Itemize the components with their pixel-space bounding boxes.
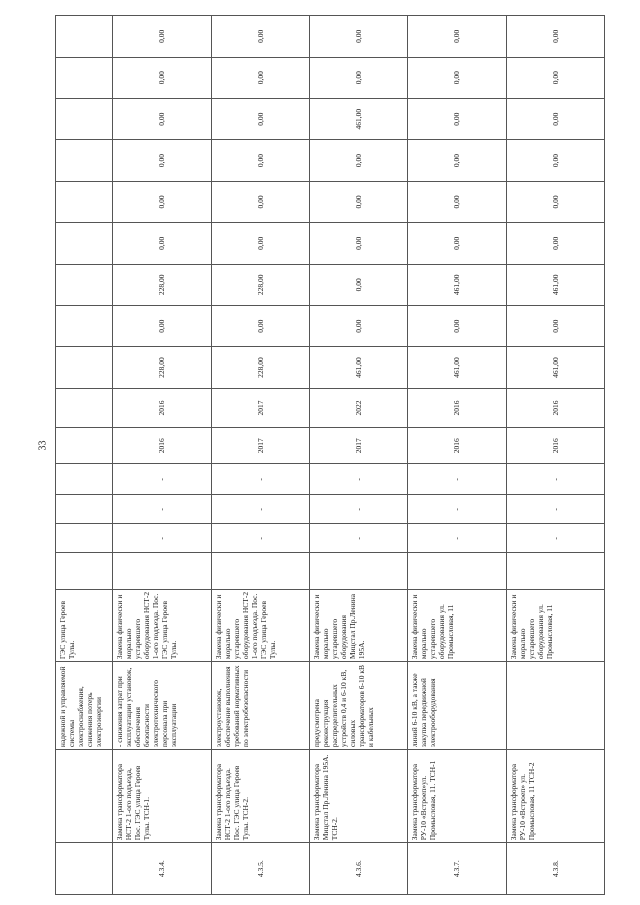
row-name: Замена трансформатора НСТ-2 1-ого подъезда, Пос. ГЭС улица Героев Тулы. ТСН-1. [113, 750, 211, 843]
row-id: 4.3.4. [113, 843, 211, 895]
row-value: 0,00 [408, 305, 506, 346]
table-cell [56, 464, 113, 495]
row-value: 461,00 [506, 347, 604, 388]
row-object: Замена физически и морально устаревшего оборудования НСТ-2 1-ого подъезда. Пос. ГЭС улица Героев Тулы. [211, 589, 309, 661]
row-value: 0,00 [113, 223, 211, 264]
row-dash: - [408, 524, 506, 553]
table-cell [56, 428, 113, 464]
row-goal: - снижения затрат при эксплуатации установок, обеспечения безопасности электротехнического персонала при эксплуатации [113, 662, 211, 750]
row-value: 0,00 [408, 140, 506, 181]
table-row [408, 16, 506, 895]
row-value: 228,00 [211, 347, 309, 388]
row-object: Замена физически и морально устаревшего оборудования Мицстал Пр.Ленина 195А. [309, 589, 407, 661]
investment-table-wrapper [55, 15, 605, 895]
row-value: 0,00 [211, 140, 309, 181]
table-row [506, 16, 604, 895]
row-dash: - [113, 495, 211, 524]
investment-table [55, 15, 605, 895]
row-goal: линий 6-10 кВ, а также закупка передвижной электрооборудования [408, 662, 506, 750]
row-value: 0,00 [408, 223, 506, 264]
row-value: 461,00 [506, 264, 604, 305]
row-value: 0,00 [211, 181, 309, 222]
table-cell [211, 553, 309, 589]
row-value: 0,00 [211, 98, 309, 139]
row-value: 0,00 [309, 305, 407, 346]
row-dash: - [309, 464, 407, 495]
table-cell [56, 524, 113, 553]
row-goal: электроустановок, обеспечение выполнения требований нормативных по электробезопасности [211, 662, 309, 750]
row-year-start: 2016 [113, 428, 211, 464]
row-dash: - [506, 464, 604, 495]
row-value: 0,00 [211, 305, 309, 346]
row-dash: - [408, 464, 506, 495]
table-cell [56, 223, 113, 264]
table-cell [56, 16, 113, 58]
row-dash: - [506, 495, 604, 524]
row-dash: - [211, 524, 309, 553]
page-number: 33 [37, 440, 49, 451]
row-value: 0,00 [309, 57, 407, 98]
table-cell [56, 57, 113, 98]
row-name: Замена трансформатора РУ-10 «Встроеп» ул. Промысловая, 11 ТСН-2 [506, 750, 604, 843]
row-value: 461,00 [309, 347, 407, 388]
table-cell [309, 553, 407, 589]
row-value: 0,00 [309, 181, 407, 222]
row-value: 0,00 [309, 16, 407, 58]
row-value: 461,00 [309, 98, 407, 139]
table-cell [56, 305, 113, 346]
row-goal [506, 662, 604, 750]
row-dash: - [211, 495, 309, 524]
row-year-end: 2016 [113, 388, 211, 427]
row-year-end: 2016 [506, 388, 604, 427]
row-dash: - [309, 495, 407, 524]
row-year-end: 2022 [309, 388, 407, 427]
table-cell [506, 553, 604, 589]
row-dash: - [211, 464, 309, 495]
table-cell [56, 750, 113, 843]
row-id: 4.3.7. [408, 843, 506, 895]
row-value: 0,00 [408, 98, 506, 139]
row-value: 0,00 [113, 16, 211, 58]
row-value: 0,00 [408, 16, 506, 58]
row-value: 0,00 [309, 264, 407, 305]
row-goal: предусмотрена реконструкция распределительных устройств 0,4 и 6-10 кВ, силовых трансформаторов 6-10 кВ и кабельных [309, 662, 407, 750]
row-object: Замена физически и морально устаревшего оборудования ул. Промысловая, 11 [408, 589, 506, 661]
row-value: 0,00 [506, 223, 604, 264]
row-id: 4.3.6. [309, 843, 407, 895]
table-cell [56, 388, 113, 427]
table-row [113, 16, 211, 895]
table-cell [56, 264, 113, 305]
row-value: 228,00 [211, 264, 309, 305]
table-cell [56, 181, 113, 222]
row-value: 228,00 [113, 347, 211, 388]
row-value: 0,00 [506, 57, 604, 98]
row-dash: - [506, 524, 604, 553]
table-cell [56, 495, 113, 524]
row-value: 0,00 [506, 181, 604, 222]
row-id: 4.3.5. [211, 843, 309, 895]
row-object: Замена физически и морально устаревшего оборудования ул. Промысловая, 11 [506, 589, 604, 661]
row-value: 0,00 [211, 57, 309, 98]
table-cell [408, 553, 506, 589]
row-value: 228,00 [113, 264, 211, 305]
table-cell [56, 140, 113, 181]
row-value: 0,00 [506, 305, 604, 346]
row-year-end: 2016 [408, 388, 506, 427]
goal-cell: надежной и управляемой системы электроснабжения, снижения потерь электроэнергии [56, 662, 113, 750]
table-row-continuation [56, 16, 113, 895]
row-year-end: 2017 [211, 388, 309, 427]
row-year-start: 2017 [211, 428, 309, 464]
table-cell [113, 553, 211, 589]
row-value: 0,00 [408, 57, 506, 98]
row-dash: - [113, 524, 211, 553]
row-value: 0,00 [113, 181, 211, 222]
row-value: 0,00 [211, 223, 309, 264]
table-cell [56, 347, 113, 388]
row-value: 0,00 [506, 16, 604, 58]
row-year-start: 2016 [506, 428, 604, 464]
row-value: 0,00 [113, 305, 211, 346]
row-name: Замена трансформатора Мицстал Пр.Ленина 195А. ТСН-2. [309, 750, 407, 843]
row-id: 4.3.8. [506, 843, 604, 895]
row-object: Замена физически и морально устаревшего оборудования НСТ-2 1-ого подъезда. Пос. ГЭС улица Героев Тулы. [113, 589, 211, 661]
row-value: 0,00 [506, 98, 604, 139]
row-value: 0,00 [113, 57, 211, 98]
row-name: Замена трансформатора РУ-10 «Встроеп»ул. Промысловая, 11. ТСН-1 [408, 750, 506, 843]
row-value: 0,00 [113, 140, 211, 181]
row-value: 0,00 [408, 181, 506, 222]
row-year-start: 2016 [408, 428, 506, 464]
table-row [309, 16, 407, 895]
row-value: 461,00 [408, 347, 506, 388]
row-value: 0,00 [113, 98, 211, 139]
row-year-start: 2017 [309, 428, 407, 464]
row-value: 461,00 [408, 264, 506, 305]
row-value: 0,00 [309, 223, 407, 264]
object-cell: ГЭС улица Героев Тулы. [56, 589, 113, 661]
row-value: 0,00 [309, 140, 407, 181]
row-value: 0,00 [506, 140, 604, 181]
table-cell [56, 553, 113, 589]
row-value: 0,00 [211, 16, 309, 58]
row-dash: - [113, 464, 211, 495]
row-name: Замена трансформатора НСТ-2 1-ого подъезда. Пос. ГЭС улица Героев Тулы. ТСН-2. [211, 750, 309, 843]
row-dash: - [309, 524, 407, 553]
table-cell [56, 843, 113, 895]
table-row [211, 16, 309, 895]
row-dash: - [408, 495, 506, 524]
table-cell [56, 98, 113, 139]
